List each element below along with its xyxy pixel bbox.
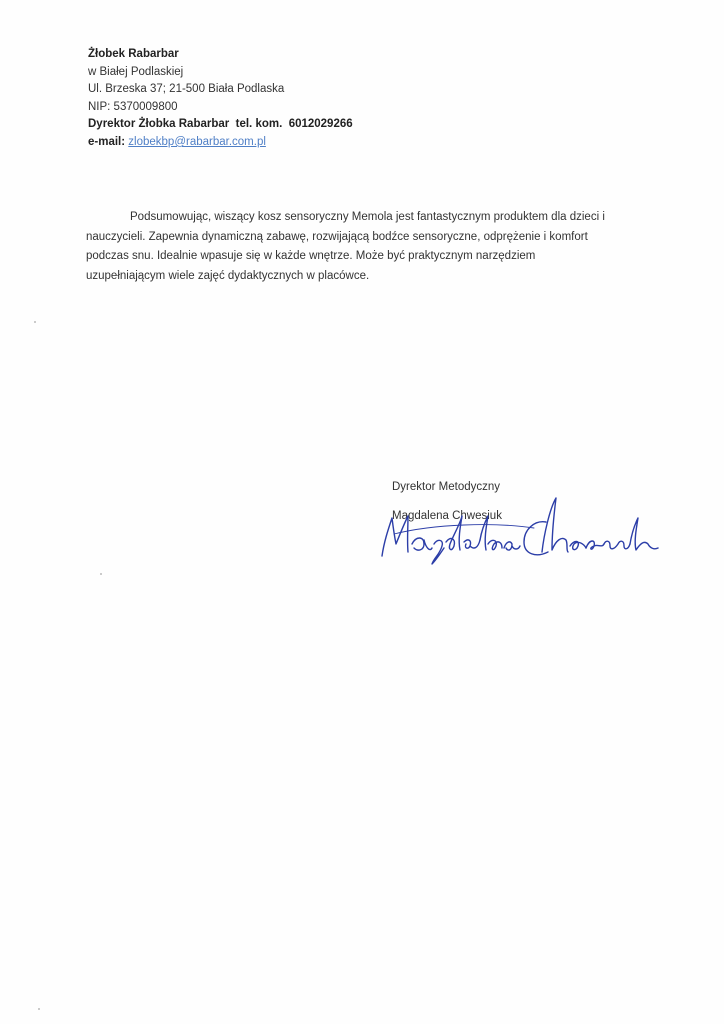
body-line-1: Podsumowując, wiszący kosz sensoryczny Memola jest fantastycznym produktem dla dzieci i (130, 211, 605, 223)
institution-name: Żłobek Rabarbar (88, 48, 179, 60)
scan-speck (38, 1008, 40, 1010)
phone-number: 6012029266 (288, 118, 353, 131)
email-label: e-mail: (88, 135, 126, 148)
handwritten-signature (374, 494, 664, 566)
body-line-2: nauczycieli. Zapewnia dynamiczną zabawę, rozwijającą bodźce sensoryczne, odprężenie i komfort (86, 230, 588, 243)
body-paragraph (86, 208, 646, 228)
body-line-3: podczas snu. Idealnie wpasuje się w każde wnętrze. Może być praktycznym narzędziem (86, 250, 536, 263)
phone-label: tel. kom. (235, 118, 283, 131)
signatory-name: Magdalena Chwesiuk (392, 510, 502, 522)
letter-body (86, 208, 646, 286)
institution-address: Ul. Brzeska 37; 21-500 Biała Podlaska (88, 83, 285, 96)
institution-nip: NIP: 5370009800 (88, 100, 178, 113)
director-contact (88, 116, 353, 134)
body-line-4: uzupełniającym wiele zajęć dydaktycznych w placówce. (86, 269, 370, 282)
director-label: Dyrektor Żłobka Rabarbar (88, 118, 230, 131)
scan-speck (34, 321, 36, 323)
scan-speck (100, 573, 102, 575)
email-link[interactable]: zlobekbp@rabarbar.com.pl (128, 135, 266, 148)
signatory-title: Dyrektor Metodyczny (392, 481, 501, 493)
letterhead (88, 46, 353, 152)
email-row (88, 134, 353, 152)
institution-city: w Białej Podlaskiej (88, 65, 184, 78)
